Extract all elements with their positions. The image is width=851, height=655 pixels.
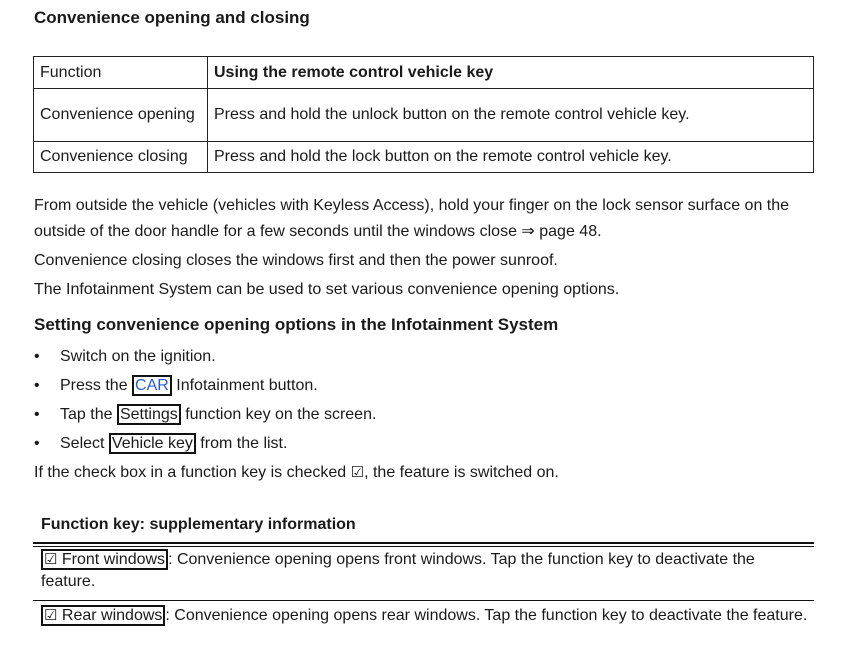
- table-row: [34, 142, 814, 173]
- list-item: [34, 431, 376, 460]
- divider: [33, 600, 814, 601]
- step-text: Select: [60, 435, 109, 452]
- list-item: [34, 373, 376, 402]
- table-cell: Press and hold the lock button on the remote control vehicle key.: [208, 142, 814, 173]
- step-text: Press the: [60, 377, 133, 394]
- rear-windows-label: Rear windows: [61, 607, 163, 624]
- divider: [33, 542, 814, 544]
- steps-list: [34, 344, 376, 460]
- step-text: Tap the: [60, 406, 117, 423]
- checkbox-checked-icon: ☑: [44, 551, 58, 568]
- setting-heading: Setting convenience opening options in the Infotainment System: [34, 315, 559, 334]
- bullet-icon: •: [34, 377, 40, 394]
- convenience-table: [33, 56, 814, 173]
- function-key-text: : Convenience opening opens front windows. Tap the function key to deactivate the feature.: [41, 551, 755, 590]
- paragraph-keyless: From outside the vehicle (vehicles with Keyless Access), hold your finger on the lock sensor surface on the outside of the door handle for a few seconds until the windows close ⇒ page 48.: [34, 197, 790, 240]
- checkbox-checked-icon: ☑: [44, 607, 58, 624]
- list-item: [34, 344, 376, 373]
- bullet-icon: •: [34, 406, 40, 423]
- table-header-cell: Using the remote control vehicle key: [208, 57, 814, 89]
- function-key-text: : Convenience opening opens rear windows. Tap the function key to deactivate the feature.: [165, 607, 808, 624]
- front-windows-key[interactable]: [41, 549, 168, 570]
- table-cell: Convenience closing: [34, 142, 208, 173]
- front-windows-label: Front windows: [61, 551, 166, 568]
- paragraph-closing: Convenience closing closes the windows first and then the power sunroof.: [34, 252, 558, 269]
- divider: [33, 546, 814, 547]
- step-text: function key on the screen.: [180, 406, 377, 423]
- table-header-cell: Function: [34, 57, 208, 89]
- paragraph-infotainment: The Infotainment System can be used to set various convenience opening options.: [34, 281, 620, 298]
- step-text: Switch on the ignition.: [60, 348, 216, 365]
- table-cell: Press and hold the unlock button on the remote control vehicle key.: [208, 89, 814, 142]
- car-button[interactable]: CAR: [132, 375, 172, 396]
- section-heading: Convenience opening and closing: [34, 8, 310, 27]
- checkbox-note: [34, 460, 824, 486]
- table-cell: Convenience opening: [34, 89, 208, 142]
- bullet-icon: •: [34, 348, 40, 365]
- bullet-icon: •: [34, 435, 40, 452]
- note-text: , the feature is switched on.: [364, 464, 559, 481]
- vehicle-key-item[interactable]: Vehicle key: [109, 433, 196, 454]
- function-key-heading: Function key: supplementary information: [41, 516, 356, 533]
- table-row: [34, 89, 814, 142]
- function-key-rear: [41, 605, 811, 627]
- rear-windows-key[interactable]: [41, 605, 165, 626]
- function-key-front: [41, 549, 811, 593]
- checkbox-checked-icon: ☑: [350, 464, 365, 481]
- step-text: from the list.: [195, 435, 288, 452]
- table-header-row: [34, 57, 814, 89]
- note-text: If the check box in a function key is checked: [34, 464, 351, 481]
- step-text: Infotainment button.: [171, 377, 318, 394]
- settings-key[interactable]: Settings: [117, 404, 181, 425]
- list-item: [34, 402, 376, 431]
